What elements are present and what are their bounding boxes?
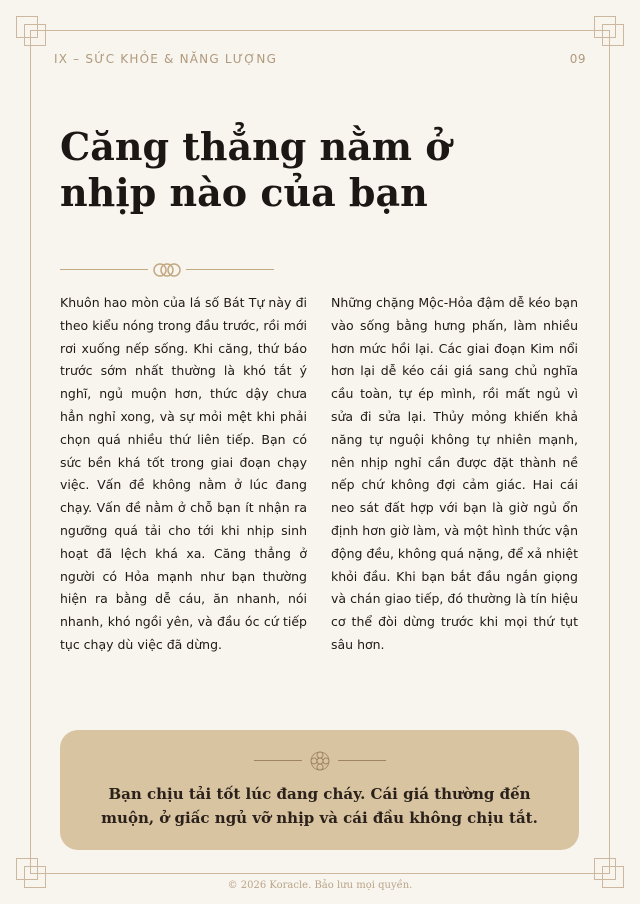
pull-quote-box — [60, 730, 579, 850]
flower-ornament-icon — [309, 750, 331, 772]
page-title — [60, 124, 480, 216]
body-column-left: Khuôn hao mòn của lá số Bát Tự này đi theo kiểu nóng trong đầu trước, rồi mới rơi xuống nếp sống. Khi căng, thứ báo trước sớm nhất thường là khó tắt ý nghĩ, ngủ muộn hơn, thức dậy chưa hẳn nghỉ xong, và sự mỏi mệt khi phải chọn quá nhiều thứ liên tiếp. Bạn có sức bền khá tốt trong giai đoạn chạy việc. Vấn đề không nằm ở lúc đang chạy. Vấn đề nằm ở chỗ bạn ít nhận ra ngưỡng quá tải cho tới khi nhịp sinh hoạt đã lệch khá xa. Căng thẳng ở người có Hỏa mạnh như bạn thường hiện ra bằng dễ cáu, ăn nhanh, nói nhanh, khó ngồi yên, và đầu óc cứ tiếp tục chạy dù việc đã dừng. — [60, 295, 307, 652]
quote-ornament — [254, 750, 386, 772]
page-number: 09 — [569, 52, 586, 66]
title-divider — [60, 260, 274, 280]
footer-copyright: © 2026 Koracle. Bảo lưu mọi quyền. — [227, 880, 413, 891]
rings-ornament-icon — [150, 260, 184, 280]
title-line-2: nhịp nào của bạn — [60, 170, 428, 215]
corner-ornament-top-left — [16, 16, 46, 46]
pull-quote-text: Bạn chịu tải tốt lúc đang cháy. Cái giá thường đến muộn, ở giấc ngủ vỡ nhịp và cái đầu không chịu tắt. — [101, 785, 538, 827]
corner-ornament-top-right — [594, 16, 624, 46]
section-label: IX – SỨC KHỎE & NĂNG LƯỢNG — [54, 52, 278, 66]
body-column-right: Những chặng Mộc-Hỏa đậm dễ kéo bạn vào sống bằng hưng phấn, làm nhiều hơn mức hồi lại. Các giai đoạn Kim nổi hơn lại dễ kéo cái giá sang chủ nghĩa cầu toàn, tự ép mình, rồi mất ngủ vì sửa đi sửa lại. Thủy mỏng khiến khả năng tự nguội không tự nhiên mạnh, nên nhịp nghỉ cần được đặt thành nề nếp chứ không đợi cảm giác. Hai cái neo sát đất hợp với bạn là giờ ngủ ổn định hơn giờ làm, và một hình thức vận động đều, không quá nặng, để xả nhiệt khỏi đầu. Khi bạn bắt đầu ngắn giọng và chán giao tiếp, đó thường là tín hiệu cơ thể đòi dừng trước khi mọi thứ tụt sâu hơn. — [331, 295, 578, 652]
title-line-1: Căng thẳng nằm ở — [60, 124, 451, 169]
